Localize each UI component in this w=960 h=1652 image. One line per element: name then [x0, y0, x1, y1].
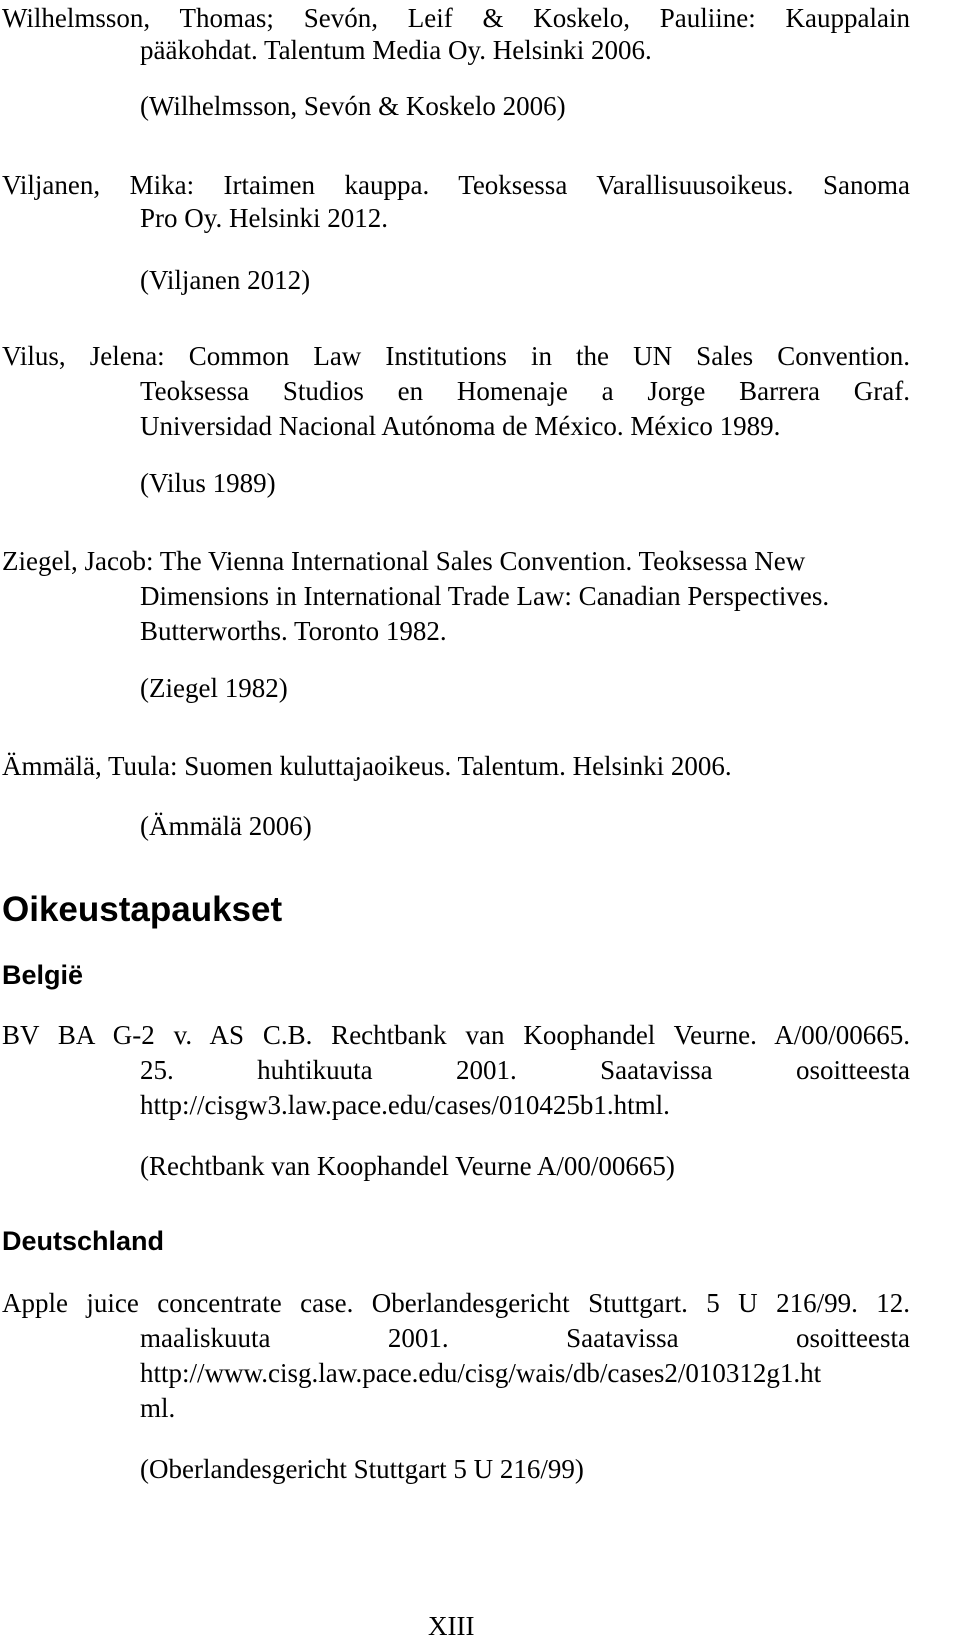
- case-line: maaliskuuta 2001. Saatavissa osoitteesta: [140, 1323, 910, 1353]
- case-line: 25. huhtikuuta 2001. Saatavissa osoitteesta: [140, 1055, 910, 1085]
- subsection-heading-deutschland: Deutschland: [2, 1226, 165, 1256]
- reference-short-citation: (Ziegel 1982): [140, 673, 288, 703]
- case-short-citation: (Rechtbank van Koophandel Veurne A/00/00665): [140, 1151, 675, 1181]
- reference-line: Dimensions in International Trade Law: Canadian Perspectives.: [140, 581, 830, 611]
- reference-line: Pro Oy. Helsinki 2012.: [140, 203, 388, 233]
- case-line: Apple juice concentrate case. Oberlandesgericht Stuttgart. 5 U 216/99. 12.: [2, 1288, 910, 1318]
- case-url: http://cisgw3.law.pace.edu/cases/010425b1.html.: [140, 1090, 670, 1120]
- reference-line: pääkohdat. Talentum Media Oy. Helsinki 2006.: [140, 35, 652, 65]
- reference-line: Ämmälä, Tuula: Suomen kuluttajaoikeus. Talentum. Helsinki 2006.: [2, 751, 732, 781]
- reference-line: Viljanen, Mika: Irtaimen kauppa. Teoksessa Varallisuusoikeus. Sanoma: [2, 170, 910, 200]
- section-heading: Oikeustapaukset: [2, 890, 283, 929]
- page-number: XIII: [428, 1611, 475, 1641]
- case-short-citation: (Oberlandesgericht Stuttgart 5 U 216/99): [140, 1454, 584, 1484]
- subsection-heading-belgie: België: [2, 960, 84, 990]
- reference-line: Vilus, Jelena: Common Law Institutions in the UN Sales Convention.: [2, 341, 910, 371]
- case-url-continuation: ml.: [140, 1393, 176, 1423]
- reference-line: Teoksessa Studios en Homenaje a Jorge Barrera Graf.: [140, 376, 910, 406]
- reference-line: Ziegel, Jacob: The Vienna International Sales Convention. Teoksessa New: [2, 546, 806, 576]
- reference-short-citation: (Viljanen 2012): [140, 265, 311, 295]
- reference-line: Butterworths. Toronto 1982.: [140, 616, 447, 646]
- case-url: http://www.cisg.law.pace.edu/cisg/wais/db/cases2/010312g1.ht: [140, 1358, 822, 1388]
- case-line: BV BA G-2 v. AS C.B. Rechtbank van Koophandel Veurne. A/00/00665.: [2, 1020, 910, 1050]
- reference-line: Universidad Nacional Autónoma de México. México 1989.: [140, 411, 781, 441]
- reference-short-citation: (Ämmälä 2006): [140, 811, 312, 841]
- reference-line: Wilhelmsson, Thomas; Sevón, Leif & Koskelo, Pauliine: Kauppalain: [2, 3, 910, 33]
- reference-short-citation: (Vilus 1989): [140, 468, 276, 498]
- reference-short-citation: (Wilhelmsson, Sevón & Koskelo 2006): [140, 91, 566, 121]
